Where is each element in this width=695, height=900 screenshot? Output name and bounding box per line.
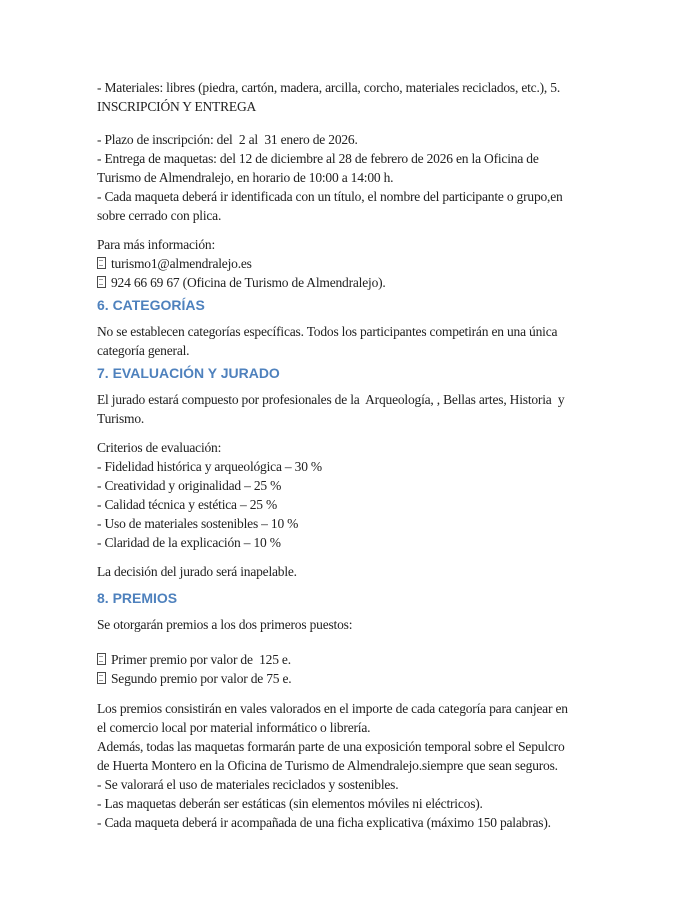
criterio-item: - Creatividad y originalidad – 25 % [97,478,282,493]
paragraph-categorias [97,322,617,360]
text-line: INSCRIPCIÓN Y ENTREGA [97,99,257,114]
text-line: Turismo. [97,411,145,426]
paragraph-contacto [97,235,617,292]
text-line: - Materiales: libres (piedra, cartón, madera, arcilla, corcho, materiales reciclados, etc.), 5. [97,80,561,95]
text-line: - Plazo de inscripción: del 2 al 31 enero de 2026. [97,132,358,147]
missing-glyph-icon [97,653,106,665]
text-line: - Entrega de maquetas: del 12 de diciembre al 28 de febrero de 2026 en la Oficina de [97,151,539,166]
text-line: Además, todas las maquetas formarán parte de una exposición temporal sobre el Sepulcro [97,739,565,754]
text-line: - Cada maqueta deberá ir identificada con un título, el nombre del participante o grupo,en [97,189,563,204]
contact-email-line [97,254,617,273]
paragraph-premios-intro [97,615,617,634]
missing-glyph-icon [97,276,106,288]
text-line: categoría general. [97,343,190,358]
text-line: - Se valorará el uso de materiales reciclados y sostenibles. [97,777,399,792]
contact-phone-line [97,273,617,292]
section-heading-categorias: 6. CATEGORÍAS [97,297,205,313]
contact-email: turismo1@almendralejo.es [111,256,252,271]
paragraph-plazos-entrega [97,130,617,225]
criterio-item: - Fidelidad histórica y arqueológica – 30 % [97,459,322,474]
paragraph-premios-lista [97,650,617,688]
missing-glyph-icon [97,257,106,269]
section-heading-premios: 8. PREMIOS [97,590,178,606]
criterio-item: - Calidad técnica y estética – 25 % [97,497,278,512]
text-line: el comercio local por material informático o librería. [97,720,371,735]
paragraph-jurado [97,390,617,428]
text-line: Turismo de Almendralejo, en horario de 10:00 a 14:00 h. [97,170,394,185]
paragraph-criterios [97,438,617,552]
paragraph-premios-condiciones [97,699,617,832]
criterio-item: - Claridad de la explicación – 10 % [97,535,281,550]
contact-phone: 924 66 69 67 (Oficina de Turismo de Almendralejo). [111,275,386,290]
text-line: sobre cerrado con plica. [97,208,222,223]
text-line: de Huerta Montero en la Oficina de Turismo de Almendralejo.siempre que sean seguros. [97,758,558,773]
premio-segundo: Segundo premio por valor de 75 e. [111,671,292,686]
text-line: Los premios consistirán en vales valorados en el importe de cada categoría para canjear en [97,701,568,716]
premio-primer: Primer premio por valor de 125 e. [111,652,291,667]
text-line: La decisión del jurado será inapelable. [97,564,297,579]
text-line: No se establecen categorías específicas. Todos los participantes competirán en una única [97,324,558,339]
text-line: - Las maquetas deberán ser estáticas (sin elementos móviles ni eléctricos). [97,796,483,811]
text-line: - Cada maqueta deberá ir acompañada de una ficha explicativa (máximo 150 palabras). [97,815,551,830]
criterios-title: Criterios de evaluación: [97,440,222,455]
text-line: Se otorgarán premios a los dos primeros puestos: [97,617,353,632]
section-heading-evaluacion-jurado: 7. EVALUACIÓN Y JURADO [97,365,280,381]
missing-glyph-icon [97,672,106,684]
premio-item-line [97,650,617,669]
premio-item-line [97,669,617,688]
contact-intro-line: Para más información: [97,237,216,252]
paragraph-materiales-inscripcion [97,78,617,116]
criterio-item: - Uso de materiales sostenibles – 10 % [97,516,299,531]
paragraph-decision-jurado [97,562,617,581]
text-line: El jurado estará compuesto por profesionales de la Arqueología, , Bellas artes, Historia y [97,392,565,407]
